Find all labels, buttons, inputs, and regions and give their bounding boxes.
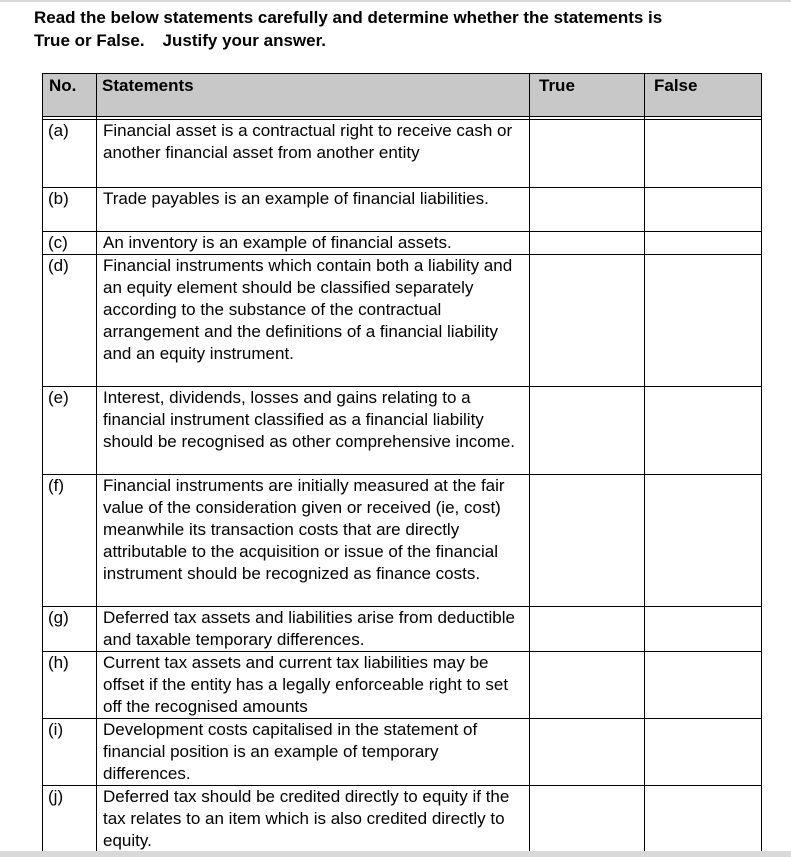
row-statement: Current tax assets and current tax liabilities may be offset if the entity has a legally enforceable right to set off the recognised amounts xyxy=(97,652,530,719)
false-answer-cell[interactable] xyxy=(645,255,762,387)
row-statement: Development costs capitalised in the statement of financial position is an example of temporary differences. xyxy=(97,719,530,786)
row-statement: Deferred tax assets and liabilities arise from deductible and taxable temporary differences. xyxy=(97,607,530,652)
header-true: True xyxy=(530,74,645,117)
row-number: (d) xyxy=(43,255,97,387)
row-number: (c) xyxy=(43,232,97,255)
header-statements: Statements xyxy=(97,74,530,117)
table-row xyxy=(43,120,762,188)
instructions-line-1: Read the below statements carefully and determine whether the statements is xyxy=(34,8,663,27)
row-statement: Financial instruments which contain both a liability and an equity element should be classified separately according to the substance of the contractual arrangement and the definitions of a financial liability and an equity instrument. xyxy=(97,255,530,387)
row-number: (i) xyxy=(43,719,97,786)
table-row xyxy=(43,475,762,607)
true-answer-cell[interactable] xyxy=(530,786,645,853)
table-row xyxy=(43,255,762,387)
true-answer-cell[interactable] xyxy=(530,387,645,475)
true-answer-cell[interactable] xyxy=(530,719,645,786)
false-answer-cell[interactable] xyxy=(645,232,762,255)
row-number: (b) xyxy=(43,188,97,232)
instructions xyxy=(34,6,774,52)
false-answer-cell[interactable] xyxy=(645,188,762,232)
table-row xyxy=(43,188,762,232)
false-answer-cell[interactable] xyxy=(645,387,762,475)
row-statement: Financial asset is a contractual right to receive cash or another financial asset from another entity xyxy=(97,120,530,188)
table-row xyxy=(43,786,762,853)
true-answer-cell[interactable] xyxy=(530,188,645,232)
row-statement: Interest, dividends, losses and gains relating to a financial instrument classified as a financial liability should be recognised as other comprehensive income. xyxy=(97,387,530,475)
table-row xyxy=(43,232,762,255)
row-statement: An inventory is an example of financial assets. xyxy=(97,232,530,255)
false-answer-cell[interactable] xyxy=(645,719,762,786)
table-header-row xyxy=(43,74,762,117)
row-number: (a) xyxy=(43,120,97,188)
false-answer-cell[interactable] xyxy=(645,120,762,188)
instructions-true-false: True or False. xyxy=(34,31,145,50)
row-number: (j) xyxy=(43,786,97,853)
table-row xyxy=(43,652,762,719)
row-statement: Deferred tax should be credited directly to equity if the tax relates to an item which is also credited directly to equity. xyxy=(97,786,530,853)
table-row xyxy=(43,719,762,786)
false-answer-cell[interactable] xyxy=(645,475,762,607)
true-answer-cell[interactable] xyxy=(530,255,645,387)
true-answer-cell[interactable] xyxy=(530,607,645,652)
row-statement: Trade payables is an example of financial liabilities. xyxy=(97,188,530,232)
row-number: (f) xyxy=(43,475,97,607)
instructions-justify: Justify your answer. xyxy=(162,31,326,50)
header-no: No. xyxy=(43,74,97,117)
true-answer-cell[interactable] xyxy=(530,652,645,719)
true-answer-cell[interactable] xyxy=(530,120,645,188)
false-answer-cell[interactable] xyxy=(645,652,762,719)
true-answer-cell[interactable] xyxy=(530,232,645,255)
instructions-line-2 xyxy=(34,29,774,52)
row-number: (e) xyxy=(43,387,97,475)
row-number: (h) xyxy=(43,652,97,719)
top-rule xyxy=(0,0,791,2)
row-statement: Financial instruments are initially measured at the fair value of the consideration given or received (ie, cost) meanwhile its transaction costs that are directly attributable to the acquisition or issue of the financial instrument should be recognized as finance costs. xyxy=(97,475,530,607)
statements-table xyxy=(42,73,762,853)
row-number: (g) xyxy=(43,607,97,652)
false-answer-cell[interactable] xyxy=(645,607,762,652)
table-row xyxy=(43,387,762,475)
table-row xyxy=(43,607,762,652)
true-answer-cell[interactable] xyxy=(530,475,645,607)
bottom-rule xyxy=(0,851,791,857)
false-answer-cell[interactable] xyxy=(645,786,762,853)
header-false: False xyxy=(645,74,762,117)
